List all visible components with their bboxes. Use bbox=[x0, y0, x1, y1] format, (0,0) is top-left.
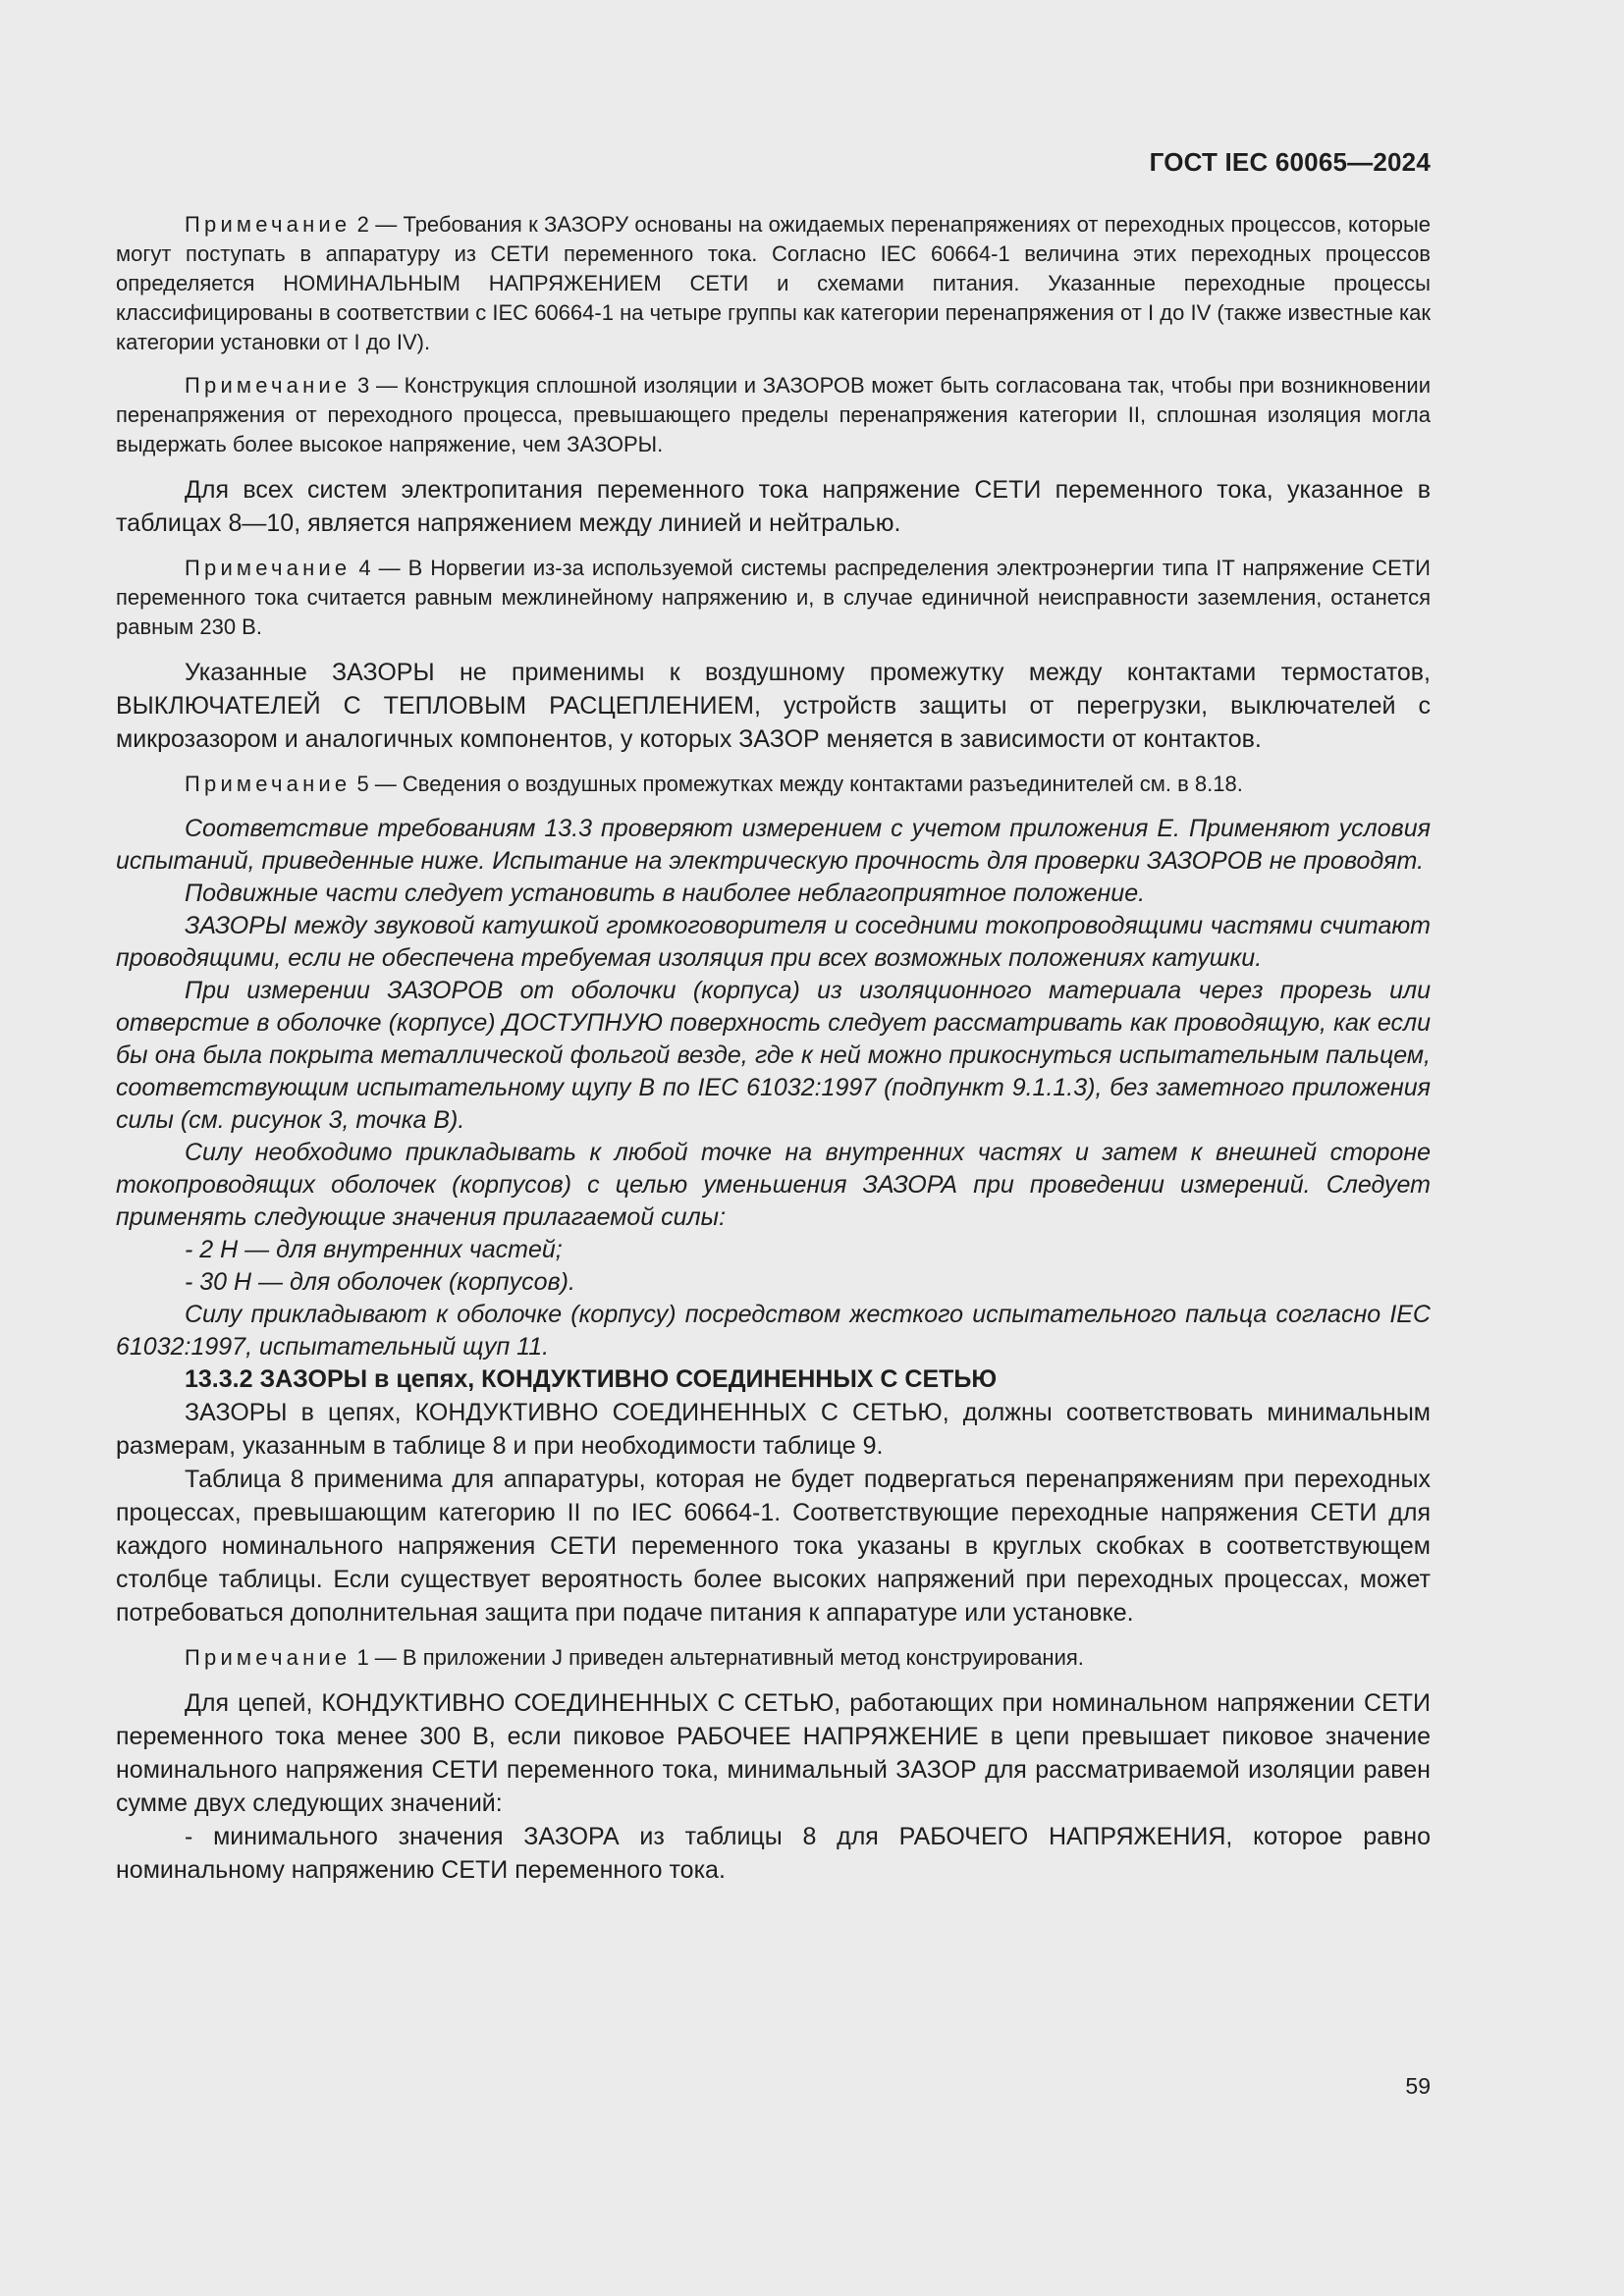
movable-parts-paragraph: Подвижные части следует установить в наиболее неблагоприятное положение. bbox=[185, 880, 1146, 907]
note-text: 3 — Конструкция сплошной изоляции и ЗАЗОРОВ может быть согласована так, чтобы при возникновении перенапряжения от переходного процесса, превышающего пределы перенапряжения категории II, сплошная изоляция могла выдержать более высокое напряжение, чем ЗАЗОРЫ. bbox=[116, 373, 1431, 456]
compliance-check-paragraph: Соответствие требованиям 13.3 проверяют измерением с учетом приложения Е. Применяют условия испытаний, приведенные ниже. Испытание на электрическую прочность для проверки ЗАЗОРОВ не проводят. bbox=[116, 815, 1431, 875]
note-text: 5 — Сведения о воздушных промежутках между контактами разъединителей см. в 8.18. bbox=[351, 772, 1243, 796]
note-2 bbox=[116, 210, 1431, 357]
note-label: Примечание bbox=[185, 212, 352, 237]
note-label: Примечание bbox=[185, 1645, 352, 1670]
note-4 bbox=[116, 554, 1431, 642]
voice-coil-paragraph: ЗАЗОРЫ между звуковой катушкой громкоговорителя и соседними токопроводящими частями считают проводящими, если не обеспечена требуемая изоляция при всех возможных положениях катушки. bbox=[116, 912, 1431, 972]
body-paragraph-mains-voltage: Для всех систем электропитания переменного тока напряжение СЕТИ переменного тока, указанное в таблицах 8—10, является напряжением между линией и нейтралью. bbox=[116, 476, 1431, 537]
note-text: 4 — В Норвегии из-за используемой системы распределения электроэнергии типа IT напряжение СЕТИ переменного тока считается равным межлинейному напряжению и, в случае единичной неисправности заземления, останется равным 230 В. bbox=[116, 556, 1431, 639]
document-header: ГОСТ IEC 60065—2024 bbox=[1149, 147, 1431, 177]
note-label: Примечание bbox=[185, 772, 352, 796]
note-text: 1 — В приложении J приведен альтернативный метод конструирования. bbox=[351, 1645, 1084, 1670]
note-label: Примечание bbox=[185, 556, 352, 580]
force-application-paragraph: Силу необходимо прикладывать к любой точке на внутренних частях и затем к внешней стороне токопроводящих оболочек (корпусов) с целью уменьшения ЗАЗОРА при проведении измерений. Следует применять следующие значения прилагаемой силы: bbox=[116, 1139, 1431, 1231]
note-1 bbox=[116, 1643, 1431, 1673]
note-5 bbox=[116, 770, 1431, 799]
test-finger-paragraph: Силу прикладывают к оболочке (корпусу) посредством жесткого испытательного пальца согласно IEC 61032:1997, испытательный щуп 11. bbox=[116, 1301, 1431, 1361]
page-number: 59 bbox=[1405, 2073, 1431, 2099]
force-list-item: - 2 Н — для внутренних частей; bbox=[185, 1236, 563, 1263]
note-text: 2 — Требования к ЗАЗОРУ основаны на ожидаемых перенапряжениях от переходных процессов, которые могут поступать в аппаратуру из СЕТИ переменного тока. Согласно IEC 60664-1 величина этих переходных процессов определяется НОМИНАЛЬНЫМ НАПРЯЖЕНИЕМ СЕТИ и схемами питания. Указанные переходные процессы классифицированы в соответствии с IEC 60664-1 на четыре группы как категории перенапряжения от I до IV (также известные как категории установки от I до IV). bbox=[116, 212, 1431, 354]
note-3 bbox=[116, 371, 1431, 459]
enclosure-measurement-paragraph: При измерении ЗАЗОРОВ от оболочки (корпуса) из изоляционного материала через прорезь или отверстие в оболочке (корпусе) ДОСТУПНУЮ поверхность следует рассматривать как проводящую, как если бы она была покрыта металлической фольгой везде, где к ней можно прикоснуться испытательным пальцем, соответствующим испытательному щупу В по IEC 61032:1997 (подпункт 9.1.1.3), без заметного приложения силы (см. рисунок 3, точка В). bbox=[116, 977, 1431, 1134]
body-paragraph-clearances-not-applicable: Указанные ЗАЗОРЫ не применимы к воздушному промежутку между контактами термостатов, ВЫКЛЮЧАТЕЛЕЙ С ТЕПЛОВЫМ РАСЦЕПЛЕНИЕМ, устройств защиты от перегрузки, выключателей с микрозазором и аналогичных компонентов, у которых ЗАЗОР меняется в зависимости от контактов. bbox=[116, 659, 1431, 753]
body-paragraph-table-8: Таблица 8 применима для аппаратуры, которая не будет подвергаться перенапряжениям при переходных процессах, превышающим категорию II по IEC 60664-1. Соответствующие переходные напряжения СЕТИ для каждого номинального напряжения СЕТИ переменного тока указаны в круглых скобках в соответствующем столбце таблицы. Если существует вероятность более высоких напряжений при переходных процессах, может потребоваться дополнительная защита при подаче питания к аппаратуре или установке. bbox=[116, 1466, 1431, 1627]
section-heading-13-3-2: 13.3.2 ЗАЗОРЫ в цепях, КОНДУКТИВНО СОЕДИНЕННЫХ С СЕТЬЮ bbox=[185, 1365, 998, 1393]
body-paragraph-circuits-below-300v: Для цепей, КОНДУКТИВНО СОЕДИНЕННЫХ С СЕТЬЮ, работающих при номинальном напряжении СЕТИ переменного тока менее 300 В, если пиковое РАБОЧЕЕ НАПРЯЖЕНИЕ в цепи превышает пиковое значение номинального напряжения СЕТИ переменного тока, минимальный ЗАЗОР для рассматриваемой изоляции равен сумме двух следующих значений: bbox=[116, 1689, 1431, 1817]
body-paragraph-min-dimensions: ЗАЗОРЫ в цепях, КОНДУКТИВНО СОЕДИНЕННЫХ С СЕТЬЮ, должны соответствовать минимальным размерам, указанным в таблице 8 и при необходимости таблице 9. bbox=[116, 1399, 1431, 1460]
force-list-item: - 30 Н — для оболочек (корпусов). bbox=[185, 1268, 575, 1296]
note-label: Примечание bbox=[185, 373, 352, 398]
body-list-item-min-clearance: - минимального значения ЗАЗОРА из таблицы 8 для РАБОЧЕГО НАПРЯЖЕНИЯ, которое равно номинальному напряжению СЕТИ переменного тока. bbox=[116, 1823, 1431, 1884]
